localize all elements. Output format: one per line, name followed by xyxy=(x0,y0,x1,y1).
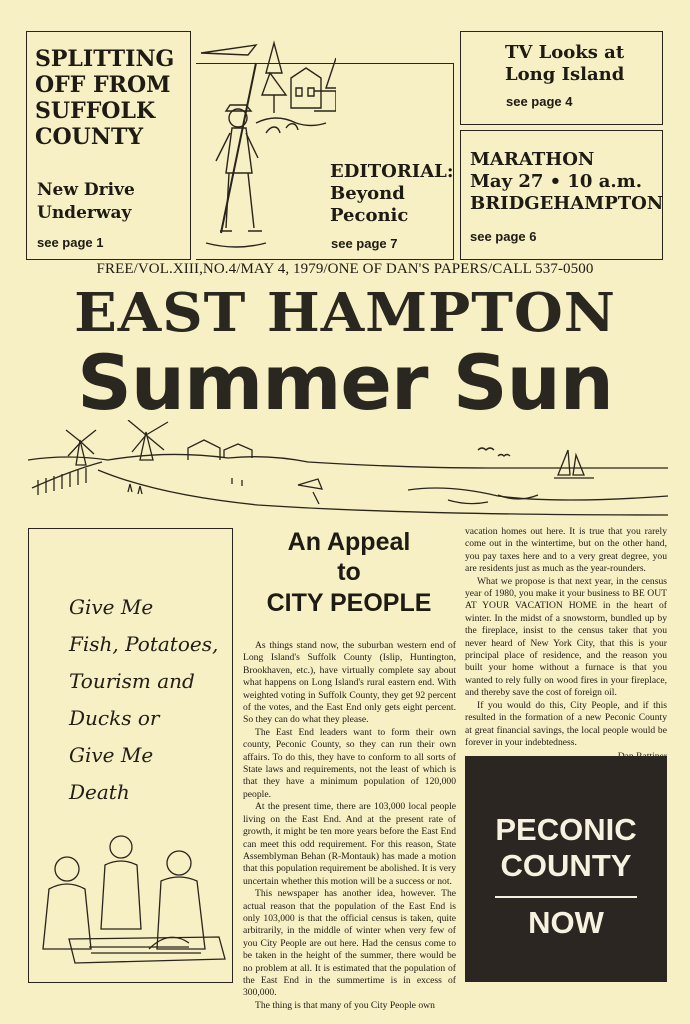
teaser-suffolk-sub: New Drive Underway xyxy=(37,180,135,223)
teaser-editorial-headline: EDITORIAL: Beyond Peconic xyxy=(330,161,454,226)
handwritten-slogan: Give Me Fish, Potatoes, Tourism and Ducks or Give Me Death xyxy=(69,595,219,804)
teaser-tv-see-page[interactable]: see page 4 xyxy=(506,94,573,109)
article-column-1 xyxy=(243,640,456,1012)
teaser-suffolk xyxy=(26,31,191,260)
masthead-title-line1: EAST HAMPTON xyxy=(74,281,616,345)
ad-line-1: PECONIC xyxy=(495,812,637,847)
article-paragraph: As things stand now, the suburban western end of Long Island's Suffolk County (Islip, Huntington, Brookhaven, etc.), have virtually complete say about what happens on Long Island's rural eastern end. With weighted voting in Suffolk County, they get 92 percent of the votes, and the East End only gets eight percent. So they can do what they please. xyxy=(243,640,456,726)
handwritten-panel xyxy=(28,528,233,983)
colonial-figures-illustration xyxy=(29,829,232,979)
article-paragraph: This newspaper has another idea, however. The actual reason that the population of the East End is only 103,000 is that the official census is taken, quite arbitrarily, in the middle of winter when very few of you City People are out here. Had the census come to be taken in the height of the summer, there would be no problem at all. It is estimated that the population of the East End in the summertime is in excess of 300,000. xyxy=(243,888,456,999)
teaser-suffolk-headline: SPLITTING OFF FROM SUFFOLK COUNTY xyxy=(35,46,175,150)
article-paragraph: What we propose is that next year, in the census year of 1980, you make it your business to BE OUT AT YOUR VACATION HOME in the heart of winter. In the midst of a snowstorm, bundled up by the fireplace, insist to the census taker that you never heard of New York City, that this is your principal place of residence, and the reason you built your home without a furnace is that you wanted to rely fully on wood fires in your fireplace, and thereby save the cost of foreign oil. xyxy=(465,575,667,699)
ad-line-2: COUNTY xyxy=(500,848,632,883)
teaser-editorial-see-page[interactable]: see page 7 xyxy=(331,236,398,251)
article-paragraph: If you would do this, City People, and if this resulted in the formation of a new Peconic County at great financial savings, the local people would be forever in your indebtedness. xyxy=(465,699,667,748)
teaser-marathon xyxy=(460,130,663,260)
article-paragraph: vacation homes out here. It is true that you rarely come out in the wintertime, but on the other hand, you pay taxes here and to a very great degree, you are residents just as much as the year-rounders. xyxy=(465,526,667,575)
masthead-info-line: FREE/VOL.XIII,NO.4/MAY 4, 1979/ONE OF DAN'S PAPERS/CALL 537-0500 xyxy=(96,261,594,277)
article-headline: An Appeal to CITY PEOPLE xyxy=(266,528,432,617)
peconic-county-now-ad xyxy=(465,756,667,982)
minuteman-illustration xyxy=(196,33,336,258)
article-column-2 xyxy=(465,526,667,764)
teaser-suffolk-see-page[interactable]: see page 1 xyxy=(37,235,104,250)
beach-scene-illustration xyxy=(28,420,668,530)
ad-line-3: NOW xyxy=(528,905,604,940)
masthead-title-line2: Summer Sun xyxy=(77,338,613,427)
article-paragraph: The East End leaders want to form their own county, Peconic County, so they can run their own affairs. To do this, they have to conform to all sorts of State laws and requirements, not the least of which is that they have a minimum population of 120,000 people. xyxy=(243,726,456,800)
article-paragraph: At the present time, there are 103,000 local people living on the East End. And at the present rate of growth, it might be ten more years before the East End can meet this odd requirement. For this reason, State Assemblyman Behan (R-Montauk) has made a motion that this population requirement be abolished. It is very uncertain whether this motion will be a success or not. xyxy=(243,801,456,887)
teaser-marathon-headline: MARATHON May 27 • 10 a.m. BRIDGEHAMPTON xyxy=(470,149,664,214)
teaser-tv xyxy=(460,31,663,125)
teaser-tv-headline: TV Looks at Long Island xyxy=(505,42,625,85)
teaser-marathon-see-page[interactable]: see page 6 xyxy=(470,229,537,244)
article-paragraph: The thing is that many of you City People own xyxy=(255,999,435,1011)
ad-divider xyxy=(495,896,637,898)
